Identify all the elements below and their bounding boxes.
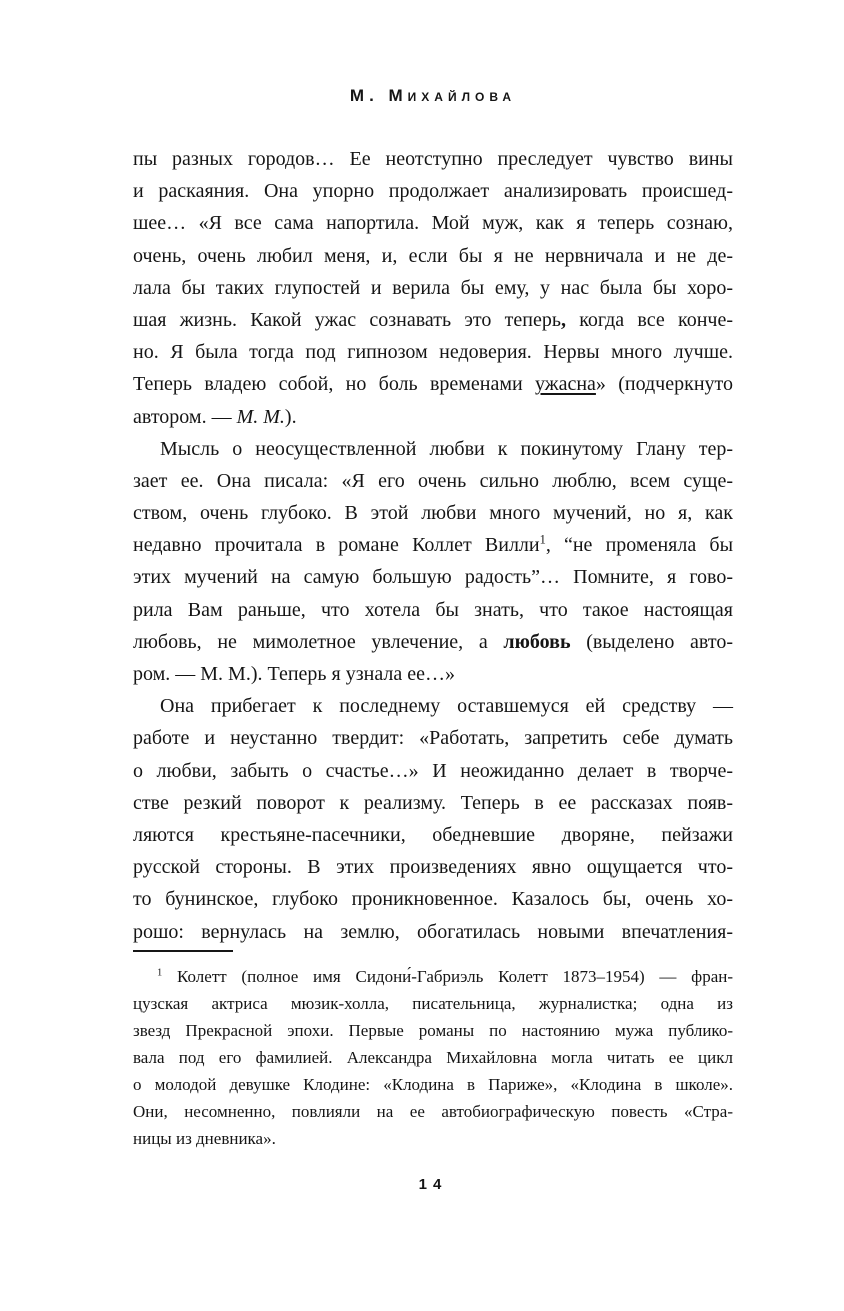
text-line: любовь, не мимолетное увлечение, а любовь (выделено авто- (133, 630, 733, 653)
text-line: цузская актриса мюзик-холла, писательница, журналистка; одна из (133, 994, 733, 1013)
text-line: работе и неустанно твердит: «Работать, запретить себе думать (133, 727, 733, 750)
text-line: шее… «Я все сама напортила. Мой муж, как я теперь сознаю, (133, 212, 733, 235)
text-line: русской стороны. В этих произведениях явно ощущается что- (133, 856, 733, 879)
text-line: рошо: вернулась на землю, обогатилась новыми впечатления- (133, 920, 733, 943)
text-line: ницы из дневника». (133, 1129, 276, 1148)
text-line: о любви, забыть о счастье…» И неожиданно делает в творче- (133, 759, 733, 782)
footnote-text (133, 963, 733, 1152)
text-line: $^1$ Колетт (полное имя Сидони́-Габриэль Колетт 1873–1954) — фран- (157, 967, 733, 986)
text-line: стве резкий поворот к реализму. Теперь в ее рассказах появ- (133, 791, 733, 814)
text-line: Теперь владею собой, но боль временами ужасна» (подчеркнуто (133, 373, 733, 396)
text-line: о молодой девушке Клодине: «Клодина в Париже», «Клодина в школе». (133, 1075, 733, 1094)
text-line: но. Я была тогда под гипнозом недоверия. Нервы много лучше. (133, 341, 733, 364)
text-line: вала под его фамилией. Александра Михайловна могла читать ее цикл (133, 1048, 733, 1067)
text-line: этих мучений на самую большую радость”… Помните, я гово- (133, 566, 733, 589)
text-line: пы разных городов… Ее неотступно преследует чувство вины (133, 148, 733, 170)
text-line: ром. — М. М.). Теперь я узнала ее…» (133, 663, 456, 685)
text-line: Она прибегает к последнему оставшемуся ей средству — (160, 695, 733, 718)
text-line: очень, очень любил меня, и, если бы я не нервничала и не де- (133, 244, 733, 267)
footnote (133, 963, 733, 1152)
text-line: автором. — М. М.). (133, 405, 297, 428)
body-text (133, 143, 733, 948)
page-number: 14 (418, 1176, 448, 1193)
text-line: шая жизнь. Какой ужас сознавать это теперь, когда все конче- (133, 308, 733, 331)
text-line: рила Вам раньше, что хотела бы знать, что такое настоящая (133, 598, 733, 621)
text-line: лала бы таких глупостей и верила бы ему, у нас была бы хоро- (133, 276, 733, 299)
text-line: Они, несомненно, повлияли на ее автобиографическую повесть «Стра- (133, 1102, 733, 1121)
text-line: звезд Прекрасной эпохи. Первые романы по настоянию мужа публико- (133, 1021, 733, 1040)
paragraph (133, 433, 733, 691)
text-line: то бунинское, глубоко проникновенное. Казалось бы, очень хо- (133, 888, 733, 911)
text-line: зает ее. Она писала: «Я его очень сильно люблю, всем суще- (133, 469, 733, 492)
running-head: М. Михайлова (349, 86, 517, 105)
text-line: Мысль о неосуществленной любви к покинутому Глану тер- (160, 437, 733, 460)
paragraph (133, 690, 733, 948)
text-line: и раскаяния. Она упорно продолжает анализировать происшед- (133, 180, 733, 203)
text-line: недавно прочитала в романе Коллет Вилли$^1$, “не променяла бы (133, 532, 734, 557)
footnote-divider (133, 950, 233, 952)
paragraph (133, 143, 733, 433)
text-line: ством, очень глубоко. В этой любви много мучений, но я, как (133, 502, 733, 525)
text-line: ляются крестьяне-пасечники, обедневшие дворяне, пейзажи (133, 823, 733, 846)
